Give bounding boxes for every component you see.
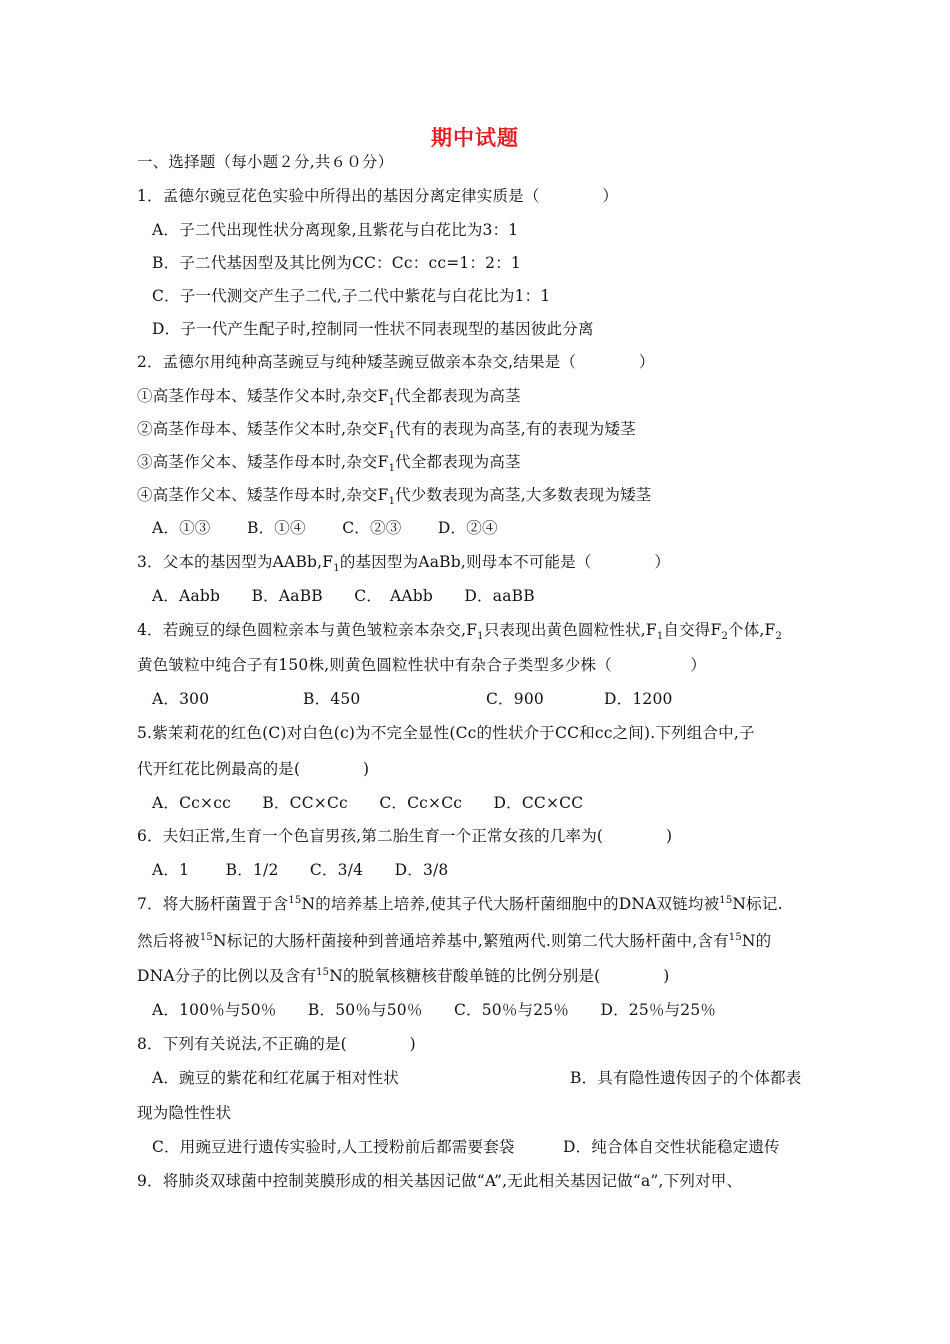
question-4-option-b: B．450 xyxy=(303,690,361,708)
question-6-stem: 6．夫妇正常,生育一个色盲男孩,第二胎生育一个正常女孩的几率为( ) xyxy=(137,827,673,845)
question-3-options: A．Aabb B．AaBB C． AAbb D．aaBB xyxy=(152,587,535,605)
question-8-option-a: A．豌豆的紫花和红花属于相对性状 xyxy=(152,1069,399,1087)
question-8-option-d: D．纯合体自交性状能稳定遗传 xyxy=(563,1138,780,1156)
question-8-option-c: C．用豌豆进行遗传实验时,人工授粉前后都需要套袋 xyxy=(152,1138,515,1156)
question-8-stem: 8．下列有关说法,不正确的是( ) xyxy=(137,1035,416,1053)
question-1-option-d: D．子一代产生配子时,控制同一性状不同表现型的基因彼此分离 xyxy=(152,320,594,338)
page-title: 期中试题 xyxy=(431,126,519,150)
question-7-line-3: DNA分子的比例以及含有$^{15}$N的脱氧核糖核苷酸单链的比例分别是( ) xyxy=(137,966,670,985)
question-7-options: A．100％与50％ B．50％与50％ C．50％与25％ D．25％与25％ xyxy=(152,1001,717,1019)
question-1-option-c: C．子一代测交产生子二代,子二代中紫花与白花比为1：1 xyxy=(152,287,551,305)
question-2-statement-3: ③高茎作父本、矮茎作母本时,杂交$F_1$代全都表现为高茎 xyxy=(137,453,521,475)
question-1-option-b: B．子二代基因型及其比例为CC：Cc：cc=1：2：1 xyxy=(152,254,521,272)
question-7-line-2: 然后将被$^{15}$N标记的大肠杆菌接种到普通培养基中,繁殖两代.则第二代大肠杆菌中,含有$^{15}$N的 xyxy=(137,931,772,950)
question-5-line-2: 代开红花比例最高的是( ) xyxy=(137,760,370,778)
question-2-statement-2: ②高茎作母本、矮茎作父本时,杂交$F_1$代有的表现为高茎,有的表现为矮茎 xyxy=(137,420,636,442)
question-2-statement-1: ①高茎作母本、矮茎作父本时,杂交$F_1$代全都表现为高茎 xyxy=(137,387,521,409)
question-2-statement-4: ④高茎作父本、矮茎作母本时,杂交$F_1$代少数表现为高茎,大多数表现为矮茎 xyxy=(137,486,652,508)
question-4-line-1: 4．若豌豆的绿色圆粒亲本与黄色皱粒亲本杂交$,F_1$只表现出黄色圆粒性状$,F_1$自交得$F_2$个体$,F_2$ xyxy=(137,621,783,643)
question-8-option-b: B．具有隐性遗传因子的个体都表 xyxy=(570,1069,802,1087)
question-4-option-c: C．900 xyxy=(486,690,544,708)
question-4-option-a: A．300 xyxy=(152,690,210,708)
question-8-option-b-continued: 现为隐性性状 xyxy=(137,1104,232,1122)
question-1-option-a: A．子二代出现性状分离现象,且紫花与白花比为3：1 xyxy=(152,221,519,239)
question-2-options: A．①③ B．①④ C．②③ D．②④ xyxy=(152,519,498,537)
question-6-options: A．1 B．1/2 C．3/4 D．3/8 xyxy=(152,861,449,879)
question-5-options: A．Cc×cc B．CC×Cc C．Cc×Cc D．CC×CC xyxy=(152,794,584,812)
question-9-stem: 9．将肺炎双球菌中控制荚膜形成的相关基因记做“A”,无此相关基因记做“a”,下列对甲、 xyxy=(137,1172,743,1190)
question-5-line-1: 5.紫茉莉花的红色(C)对白色(c)为不完全显性(Cc的性状介于CC和cc之间).下列组合中,子 xyxy=(137,724,755,742)
question-1-stem: 1．孟德尔豌豆花色实验中所得出的基因分离定律实质是（ ） xyxy=(137,187,619,205)
question-4-option-d: D．1200 xyxy=(604,690,673,708)
question-7-line-1: 7．将大肠杆菌置于含$^{15}$N的培养基上培养,使其子代大肠杆菌细胞中的DNA双链均被$^{15}$N标记. xyxy=(137,894,783,913)
question-2-stem: 2．孟德尔用纯种高茎豌豆与纯种矮茎豌豆做亲本杂交,结果是（ ） xyxy=(137,353,655,371)
question-3-stem: 3．父本的基因型为$AABb,F_1$的基因型为AaBb,则母本不可能是（ ） xyxy=(137,553,671,575)
question-4-line-2: 黄色皱粒中纯合子有150株,则黄色圆粒性状中有杂合子类型多少株（ ） xyxy=(137,656,707,674)
section-heading: 一、选择题（每小题２分,共６０分） xyxy=(137,153,394,171)
